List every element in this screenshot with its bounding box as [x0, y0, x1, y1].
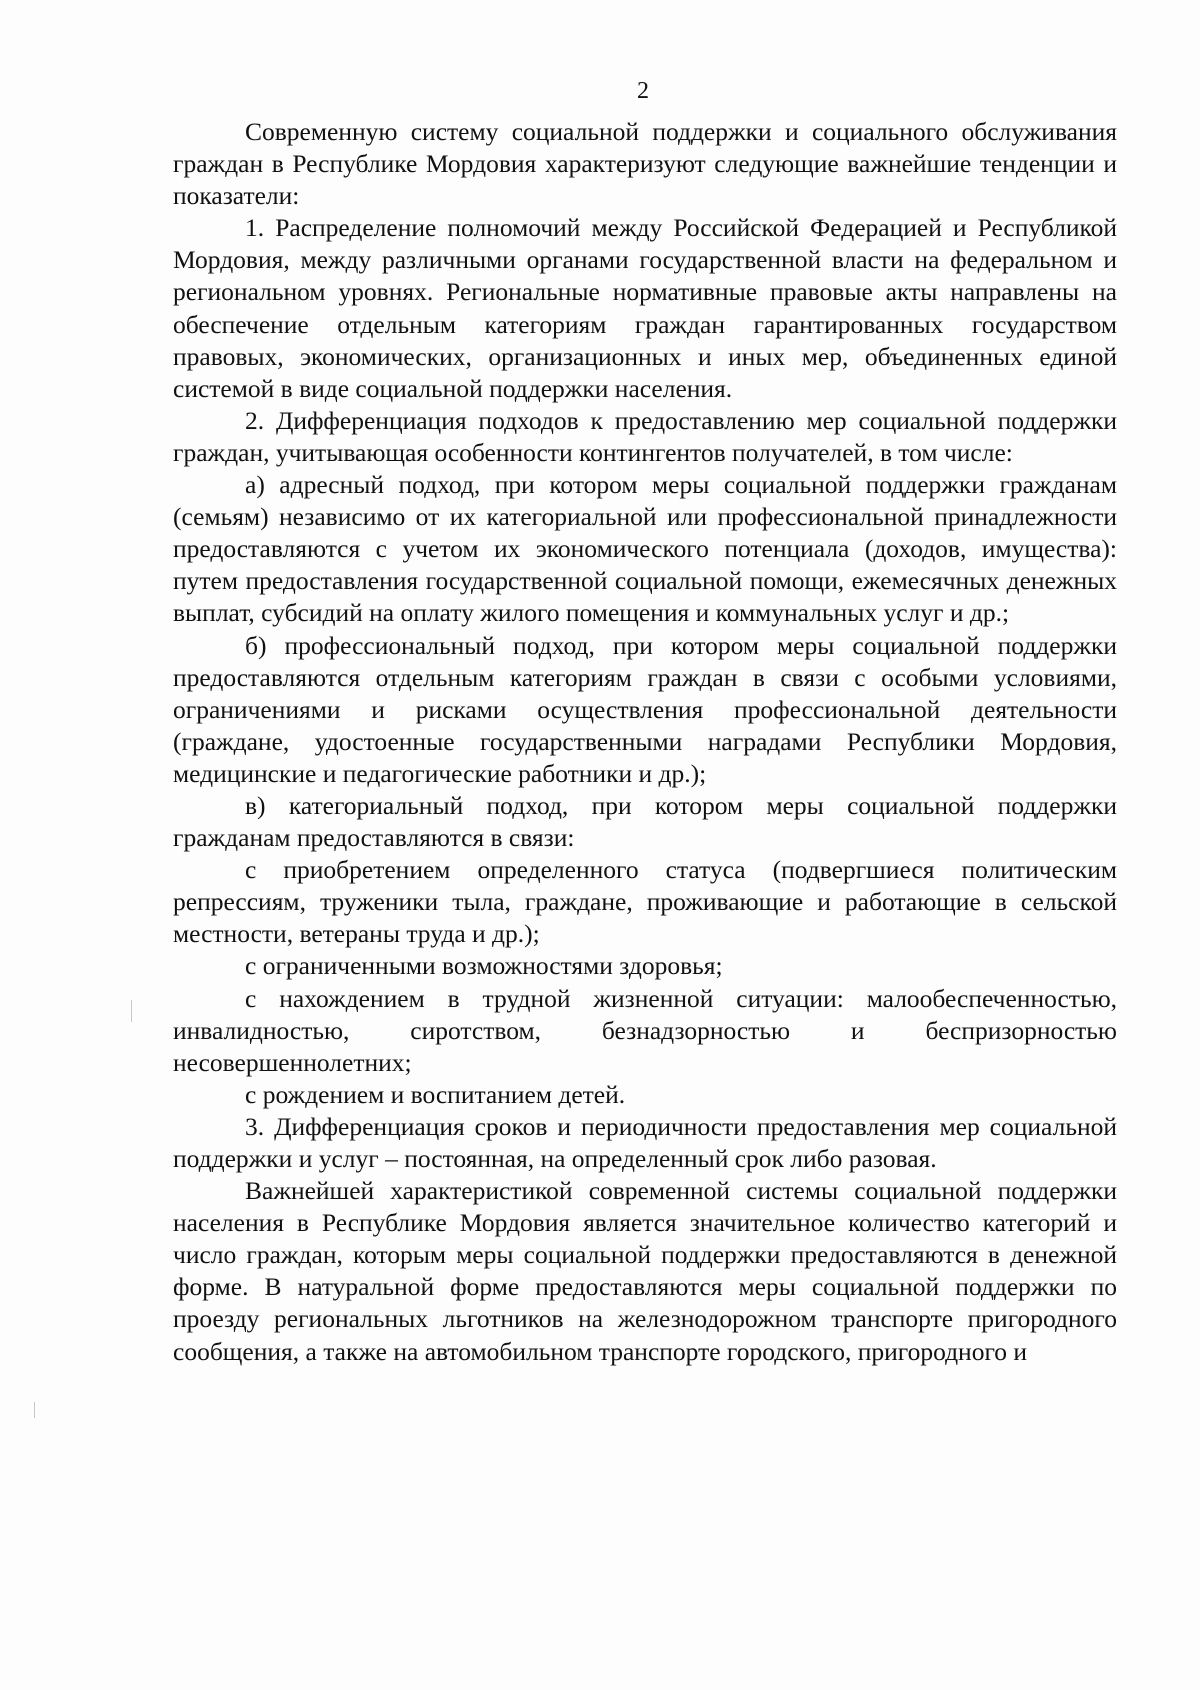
paragraph-item-2: 2. Дифференциация подходов к предоставлению мер социальной поддержки граждан, учитывающая особенности контингентов получателей, в том числе:: [173, 405, 1117, 467]
intro-paragraph: Современную систему социальной поддержки и социального обслуживания граждан в Республике Мордовия характеризуют следующие важнейшие тенденции и показатели:: [173, 117, 1117, 211]
subitem-v-paragraph: в) категориальный подход, при котором меры социальной поддержки гражданам предоставляются в связи:: [173, 790, 1117, 853]
health-paragraph: с ограниченными возможностями здоровья;: [245, 951, 723, 981]
status-paragraph: с приобретением определенного статуса (подвергшиеся политическим репрессиям, труженики тыла, граждане, проживающие и работающие в сельской местности, ветераны труда и др.);: [173, 855, 1117, 949]
subitem-b-paragraph: б) профессиональный подход, при котором меры социальной поддержки предоставляются отдельным категориям граждан в связи с особыми условиями, ограничениями и рисками осуществления профессиональной деятельности (граждане, удостоенные государственными наградами Республики Мордовия, медицинские и педагогические работники и др.);: [173, 630, 1117, 788]
paragraph-item-3: 3. Дифференциация сроков и периодичности предоставления мер социальной поддержки и услуг – постоянная, на определенный срок либо разовая.: [173, 1111, 1117, 1173]
children-paragraph: с рождением и воспитанием детей.: [245, 1079, 626, 1109]
document-body: [173, 116, 1117, 1368]
scan-mark: [34, 1402, 35, 1418]
scan-mark: [131, 1000, 132, 1022]
page-number: 2: [637, 78, 649, 104]
characteristic-paragraph: Важнейшей характеристикой современной системы социальной поддержки населения в Республике Мордовия является значительное количество категорий и число граждан, которым меры социальной поддержки предоставляются в денежной форме. В натуральной форме предоставляются меры социальной поддержки по проезду региональных льготников на железнодорожном транспорте пригородного сообщения, а также на автомобильном транспорте городского, пригородного и: [173, 1176, 1117, 1366]
paragraph-item-1: 1. Распределение полномочий между Российской Федерацией и Республикой Мордовия, между различными органами государственной власти на федеральном и региональном уровнях. Региональные нормативные правовые акты направлены на обеспечение отдельным категориям граждан гарантированных государством правовых, экономических, организационных и иных мер, объединенных единой системой в виде социальной поддержки населения.: [173, 213, 1117, 403]
hardship-paragraph: с нахождением в трудной жизненной ситуации: малообеспеченностью, инвалидностью, сиротством, безнадзорностью и беспризорностью несовершеннолетних;: [173, 983, 1117, 1077]
subitem-a-paragraph: а) адресный подход, при котором меры социальной поддержки гражданам (семьям) независимо от их категориальной или профессиональной принадлежности предоставляются с учетом их экономического потенциала (доходов, имущества): путем предоставления государственной социальной помощи, ежемесячных денежных выплат, субсидий на оплату жилого помещения и коммунальных услуг и др.;: [173, 470, 1117, 628]
